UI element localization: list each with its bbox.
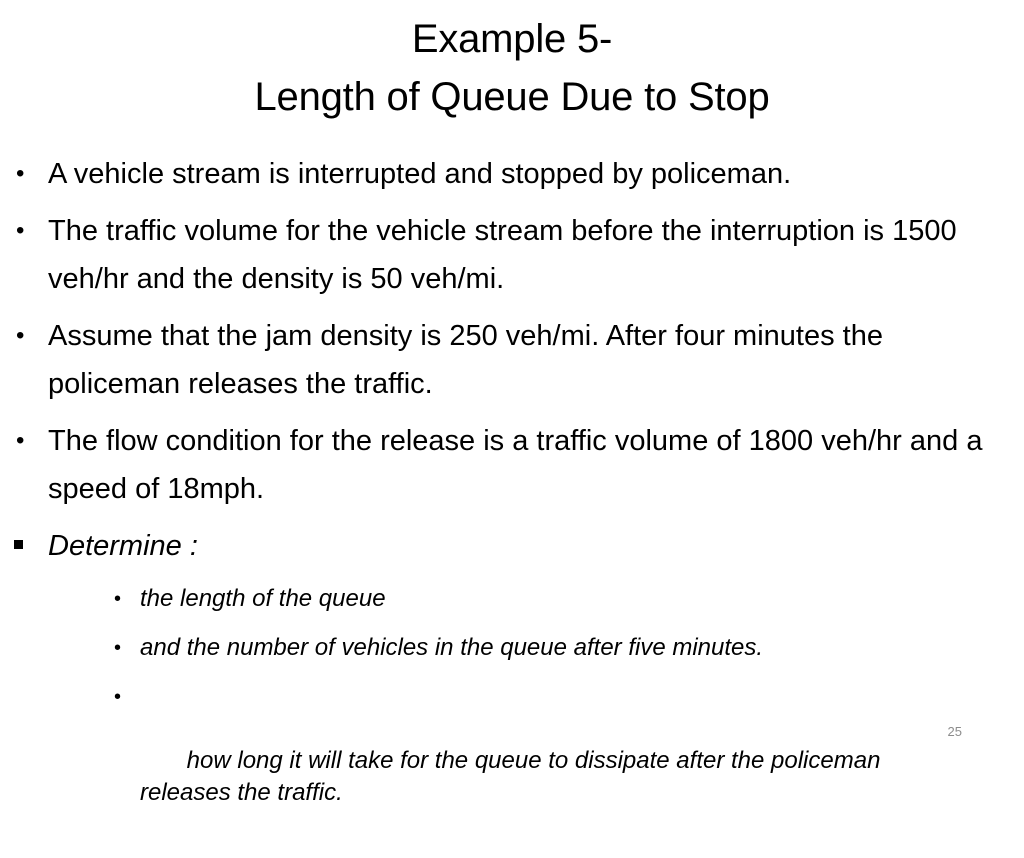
bullet-dot-icon: •: [114, 686, 122, 708]
sub-bullet-item: [0, 583, 950, 615]
sub-bullet-text: the length of the queue: [140, 585, 386, 612]
sub-bullet-list: [0, 583, 1024, 858]
sub-bullet-text: and the number of vehicles in the queue after five minutes.: [140, 634, 764, 661]
bullet-item: [0, 207, 1008, 303]
bullet-text: Assume that the jam density is 250 veh/mi. After four minutes the policeman releases the traffic.: [48, 320, 883, 400]
title-line-2: Length of Queue Due to Stop: [254, 75, 770, 119]
sub-bullet-text: how long it will take for the queue to dissipate after the policeman releases the traffic.: [140, 747, 888, 806]
bullet-dot-icon: •: [16, 217, 25, 244]
sub-bullet-item: [0, 681, 950, 841]
bullet-text: The flow condition for the release is a traffic volume of 1800 veh/hr and a speed of 18mph.: [48, 425, 983, 505]
bullet-dot-icon: •: [16, 322, 25, 349]
bullet-item: [0, 312, 1008, 408]
bullet-dot-icon: •: [16, 427, 25, 454]
bullet-dot-icon: •: [114, 588, 122, 610]
bullet-text: Determine :: [48, 530, 198, 562]
bullet-dot-icon: •: [114, 637, 122, 659]
bullet-dot-icon: •: [16, 160, 25, 187]
bullet-item: [0, 150, 1008, 198]
sub-bullet-item: [0, 632, 950, 664]
bullet-item: [0, 417, 1008, 513]
bullet-text: A vehicle stream is interrupted and stopped by policeman.: [48, 158, 792, 190]
bullet-list: [0, 150, 1024, 579]
bullet-text: The traffic volume for the vehicle stream before the interruption is 1500 veh/hr and the density is 50 veh/mi.: [48, 215, 957, 295]
page-number: 25: [947, 724, 962, 739]
title-line-1: Example 5-: [411, 17, 613, 61]
slide-title: [0, 10, 1024, 126]
square-bullet-icon: [14, 540, 23, 549]
bullet-item-determine: [0, 522, 1008, 570]
